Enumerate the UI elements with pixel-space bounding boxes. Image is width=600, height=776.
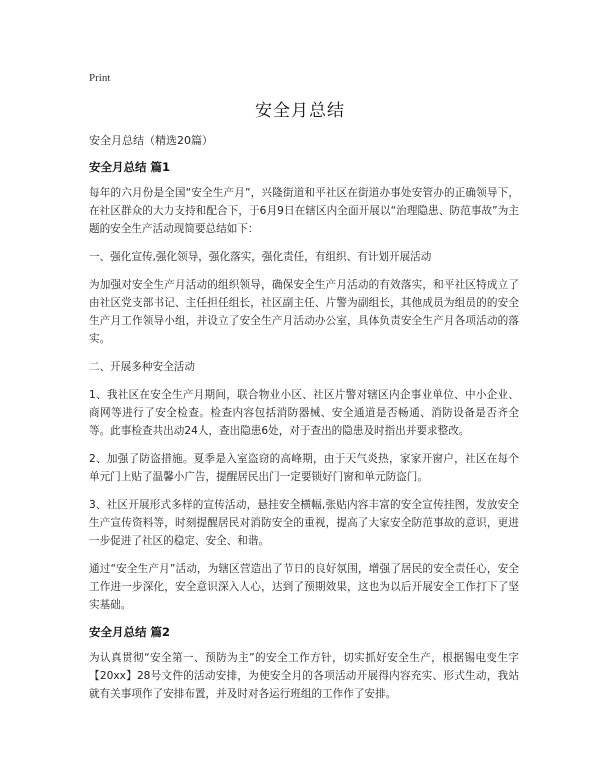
section-heading: 安全月总结 篇2 — [89, 625, 171, 639]
document-body — [89, 133, 519, 713]
paragraph: 1、我社区在安全生产月期间，联合物业小区、社区片警对辖区内企事业单位、中小企业、商网等进行了安全检查。检查内容包括消防器械、安全通道是否畅通、消防设备是否齐全等。此事检查共出动24人，查出隐患6处，对于查出的隐患及时指出并要求整改。 — [89, 389, 519, 437]
paragraph: 二、开展多种安全活动 — [89, 361, 195, 373]
paragraph: 2、加强了防盗措施。夏季是入室盗窃的高峰期，由于天气炎热，家家开窗户，社区在每个单元门上贴了温馨小广告，提醒居民出门一定要锁好门窗和单元防盗门。 — [89, 453, 519, 483]
paragraph: 一、强化宣传,强化领导，强化落实，强化责任，有组织、有计划开展活动 — [89, 251, 432, 263]
paragraph: 3、社区开展形式多样的宣传活动，悬挂安全横幅,张贴内容丰富的安全宣传挂图，发放安全生产宣传资料等，时刻提醒居民对消防安全的重视，提高了大家安全防范事故的意识，更进一步促进了社区的稳定、安全、和谐。 — [89, 499, 519, 547]
page-title: 安全月总结 — [255, 101, 345, 121]
paragraph: 为加强对安全生产月活动的组织领导，确保安全生产月活动的有效落实，和平社区特成立了由社区党支部书记、主任担任组长，社区副主任、片警为副组长，其他成员为组员的的安全生产月工作领导小组，并设立了安全生产月活动办公室，具体负责安全生产月各项活动的落实。 — [89, 279, 519, 345]
section-heading: 安全月总结 篇1 — [89, 160, 171, 174]
document-subtitle: 安全月总结（精选20篇） — [89, 134, 213, 147]
paragraph: 每年的六月份是全国“安全生产月”，兴隆街道和平社区在街道办事处安管办的正确领导下，在社区群众的大力支持和配合下，于6月9日在辖区内全面开展以“治理隐患、防范事故”为主题的安全生产活动现简要总结如下： — [89, 187, 519, 235]
paragraph: 通过“安全生产月”活动，为辖区营造出了节日的良好氛围，增强了居民的安全责任心，安全工作进一步深化，安全意识深入人心，达到了预期效果，这也为以后开展安全工作打下了坚实基础。 — [89, 563, 519, 611]
print-link[interactable]: Print — [89, 72, 111, 84]
paragraph: 为认真贯彻“安全第一、预防为主”的安全工作方针，切实抓好安全生产，根据锡电变生字【20xx】28号文件的活动安排，为使安全月的各项活动开展得内容充实、形式生动，我站就有关事项作了安排布置，并及时对各运行班组的工作作了安排。 — [89, 652, 519, 700]
